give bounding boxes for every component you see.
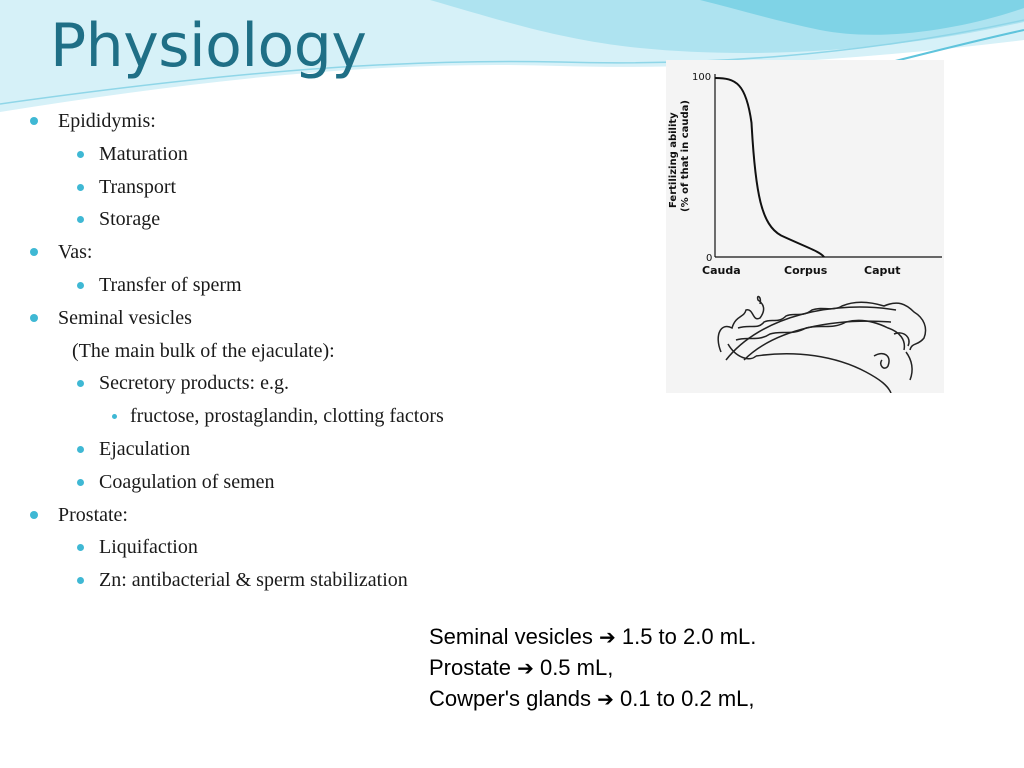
volume-line	[429, 621, 756, 652]
volume-line	[429, 652, 756, 683]
bullet-text: fructose, prostaglandin, clotting factors	[130, 405, 444, 428]
bullet-dot-icon	[77, 282, 84, 289]
bullet-dot-icon	[77, 577, 84, 584]
bullet-dot-icon	[30, 511, 38, 519]
bullet-dot-icon	[77, 151, 84, 158]
bullet-dot-icon	[77, 380, 84, 387]
bullet-text: Zn: antibacterial & sperm stabilization	[99, 569, 408, 592]
bullet-text: Liquifaction	[99, 536, 198, 559]
y-tick-100: 100	[692, 72, 712, 83]
bullet-dot-icon	[77, 184, 84, 191]
fertility-curve	[715, 78, 824, 257]
bullet-text: Transfer of sperm	[99, 274, 242, 296]
volume-line	[429, 683, 756, 714]
epididymis-figure	[666, 60, 944, 393]
arrow-right-icon: ➔	[598, 625, 616, 649]
volume-source: Prostate	[429, 655, 511, 680]
arrow-right-icon: ➔	[597, 687, 614, 711]
volume-source: Cowper's glands	[429, 686, 591, 711]
bullet-text: (The main bulk of the ejaculate):	[72, 339, 335, 362]
chart-ylabel-line1: Fertilizing ability	[668, 112, 679, 208]
volume-value: 0.1 to 0.2 mL,	[619, 686, 755, 711]
bullet-dot-icon	[77, 216, 84, 223]
epididymis-drawing	[718, 297, 925, 393]
bullet-text: Storage	[99, 208, 161, 231]
bullet-text: Coagulation of semen	[99, 470, 275, 493]
bullet-dot-icon	[77, 544, 84, 551]
x-tick-label: Corpus	[784, 264, 828, 277]
bullet-dot-icon	[112, 414, 117, 419]
volume-value: 0.5 mL,	[539, 655, 614, 680]
chart-ylabel-line2: (% of that in cauda)	[680, 100, 691, 212]
bullet-text: Seminal vesicles	[58, 306, 192, 329]
bullet-text: Maturation	[99, 142, 188, 165]
secretion-volumes	[429, 621, 756, 714]
bullet-dot-icon	[77, 479, 84, 486]
bullet-dot-icon	[30, 117, 38, 125]
bullet-text: Ejaculation	[99, 438, 191, 460]
bullet-dot-icon	[30, 248, 38, 256]
bullet-text: Vas:	[58, 241, 93, 264]
x-tick-label: Caput	[864, 264, 901, 277]
x-tick-label: Cauda	[702, 264, 741, 277]
bullet-text: Epididymis:	[58, 110, 156, 132]
bullet-dot-icon	[30, 314, 38, 322]
volume-source: Seminal vesicles	[429, 624, 593, 649]
y-tick-0: 0	[706, 253, 713, 264]
volume-value: 1.5 to 2.0 mL.	[621, 624, 757, 649]
fertilizing-ability-chart	[666, 60, 944, 393]
slide-title: Physiology	[50, 11, 367, 81]
bullet-text: Transport	[99, 175, 177, 198]
arrow-right-icon: ➔	[517, 656, 534, 680]
bullet-dot-icon	[77, 446, 84, 453]
bullet-text: Secretory products: e.g.	[99, 372, 289, 395]
bullet-text: Prostate:	[58, 503, 128, 526]
